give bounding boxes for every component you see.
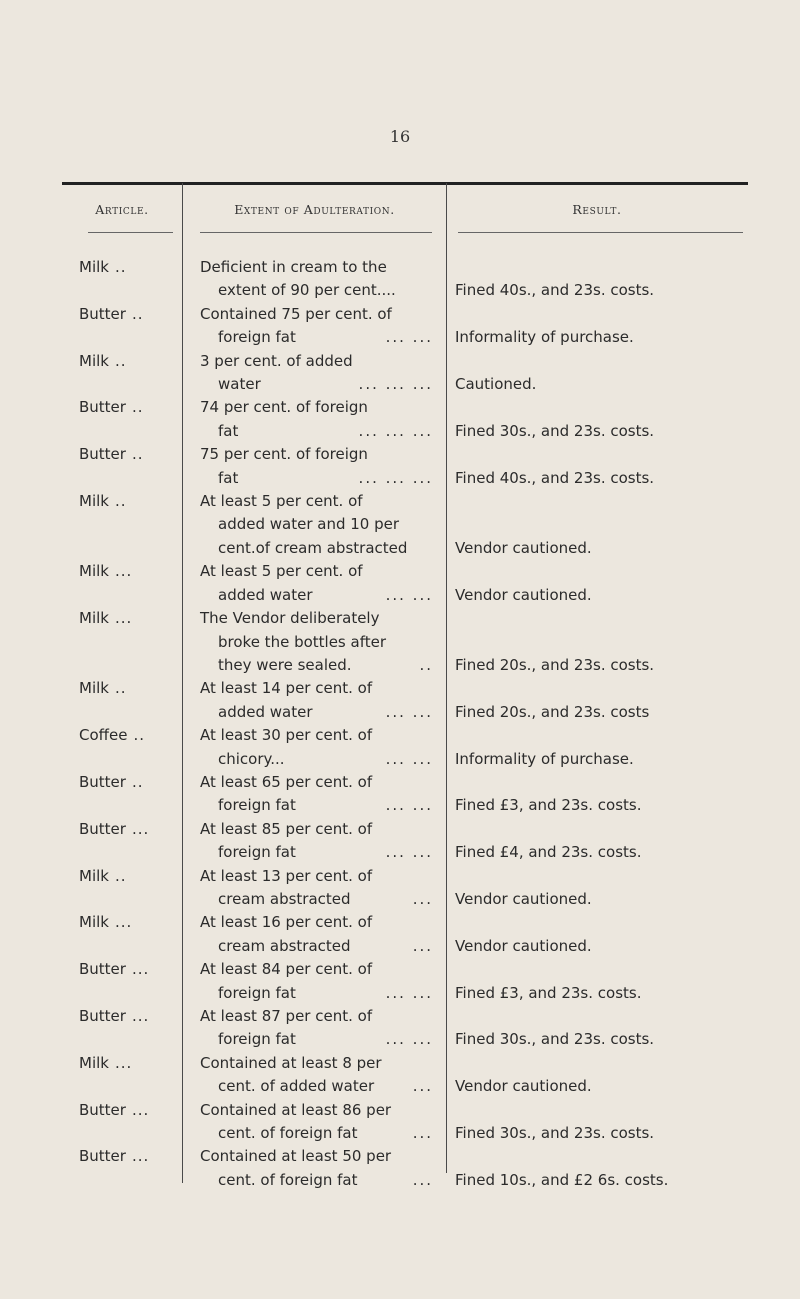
result-cell: Vendor cautioned. [455,889,592,908]
article-cell [79,724,182,747]
article-name: Butter [79,1100,126,1119]
adulteration-table-body [0,256,800,1192]
extent-text: cent. of added water [218,1077,375,1096]
result-cell: Fined 40s., and 23s. costs. [455,468,655,487]
result-cell: Fined 30s., and 23s. costs. [455,1124,655,1143]
extent-leader-dots: ... ... [385,328,433,347]
extent-text: foreign fat [218,1030,296,1049]
header-underline-extent [200,232,432,233]
extent-leader-dots: ... ... ... [358,421,433,440]
extent-line: Deficient in cream to the [200,258,387,276]
extent-text: cent. of foreign fat [218,1124,358,1143]
extent-line [200,279,433,302]
article-name: Butter [79,445,126,464]
result-cell: Fined £3, and 23s. costs. [455,796,642,815]
result-cell: Fined 20s., and 23s. costs [455,702,650,721]
table-row [0,396,800,443]
extent-cell [200,1052,433,1099]
extent-line [200,794,433,817]
extent-text: cent. of foreign fat [218,1170,358,1189]
extent-text: water [218,375,261,394]
extent-line: broke the bottles after [218,632,386,651]
article-leader-dots: .. [114,492,127,511]
result-cell: Informality of purchase. [455,328,634,347]
table-row [0,443,800,490]
extent-line: 75 per cent. of foreign [200,445,368,464]
extent-line: At least 16 per cent. of [200,913,373,932]
table-row [0,958,800,1005]
extent-cell [200,677,433,724]
extent-leader-dots: ... ... [385,983,433,1002]
extent-cell [200,771,433,818]
result-cell: Vendor cautioned. [455,1077,592,1096]
extent-line: Contained at least 8 per [200,1053,382,1072]
article-cell [79,396,182,419]
article-cell [79,677,182,700]
result-cell: Vendor cautioned. [455,585,592,604]
article-cell [79,818,182,841]
article-name: Milk [79,866,109,885]
extent-leader-dots: ... ... [385,843,433,862]
extent-text: added water [218,702,313,721]
article-leader-dots: ... [131,1100,150,1119]
result-cell: Fined £4, and 23s. costs. [455,843,642,862]
article-cell [79,1052,182,1075]
extent-leader-dots: .. [419,655,433,674]
article-leader-dots: ... [131,960,150,979]
extent-line [200,1169,433,1192]
extent-leader-dots: ... [412,936,433,955]
article-leader-dots: .. [131,445,144,464]
article-cell [79,303,182,326]
extent-line [200,701,433,724]
extent-line: At least 5 per cent. of [200,562,363,581]
extent-line: At least 65 per cent. of [200,772,373,791]
extent-line: At least 5 per cent. of [200,492,363,511]
extent-cell [200,607,433,677]
table-row [0,911,800,958]
table-row [0,1052,800,1099]
article-leader-dots: .. [131,398,144,417]
article-name: Butter [79,1147,126,1166]
article-name: Milk [79,562,109,581]
extent-line [200,584,433,607]
extent-line: 3 per cent. of added [200,351,353,370]
extent-text: chicory... [218,749,285,768]
article-name: Butter [79,398,126,417]
extent-cell [200,1099,433,1146]
article-leader-dots: ... [131,1147,150,1166]
extent-cell [200,818,433,865]
extent-line [200,748,433,771]
article-name: Butter [79,1007,126,1025]
article-name: Milk [79,258,109,276]
extent-cell [200,560,433,607]
extent-cell [200,865,433,912]
extent-line: The Vendor deliberately [200,609,380,628]
extent-line: Contained at least 50 per [200,1147,392,1166]
article-name: Butter [79,772,126,791]
table-row [0,1145,800,1192]
article-cell [79,1099,182,1122]
extent-leader-dots: ... ... ... [358,468,433,487]
article-name: Butter [79,819,126,838]
extent-text: foreign fat [218,843,296,862]
extent-leader-dots: ... ... [385,1030,433,1049]
result-cell: Fined 10s., and £2 6s. costs. [455,1170,669,1189]
result-cell: Vendor cautioned. [455,538,592,557]
table-row [0,677,800,724]
extent-text: foreign fat [218,328,296,347]
extent-line: At least 30 per cent. of [200,726,373,745]
extent-line: 74 per cent. of foreign [200,398,368,417]
extent-text: foreign fat [218,796,296,815]
article-leader-dots: ... [131,1007,150,1025]
extent-text: added water [218,585,313,604]
article-leader-dots: ... [114,609,133,628]
article-leader-dots: ... [114,1053,133,1072]
header-underline-article [88,232,173,233]
extent-line [200,467,433,490]
extent-text: cream abstracted [218,889,351,908]
header-result: Result. [572,202,622,217]
result-cell: Fined 30s., and 23s. costs. [455,421,655,440]
extent-leader-dots: ... ... [385,796,433,815]
article-leader-dots: ... [131,819,150,838]
extent-leader-dots: ... [412,1124,433,1143]
table-row [0,818,800,865]
article-leader-dots: .. [133,726,145,745]
extent-text: extent of 90 per cent.... [218,281,396,300]
extent-line [200,935,433,958]
article-cell [79,865,182,888]
extent-cell [200,350,433,397]
article-cell [79,1005,182,1028]
article-name: Milk [79,492,109,511]
extent-line [200,654,433,677]
article-leader-dots: ... [114,913,133,932]
extent-leader-dots: ... ... [385,585,433,604]
header-extent: Extent of Adulteration. [234,202,395,217]
extent-line: Contained at least 86 per [200,1100,392,1119]
result-cell: Fined 20s., and 23s. costs. [455,655,655,674]
extent-line: At least 13 per cent. of [200,866,373,885]
article-name: Milk [79,679,109,698]
extent-line [200,841,433,864]
extent-cell [200,256,433,303]
extent-leader-dots: ... ... [385,702,433,721]
result-cell: Fined 30s., and 23s. costs. [455,1030,655,1049]
extent-leader-dots: ... [412,1170,433,1189]
article-cell [79,443,182,466]
extent-line: added water and 10 per [218,515,400,534]
article-name: Milk [79,351,109,370]
table-row [0,560,800,607]
article-name: Milk [79,913,109,932]
extent-cell [200,396,433,443]
extent-cell [200,303,433,350]
header-underline-result [458,232,743,233]
extent-text: foreign fat [218,983,296,1002]
article-name: Butter [79,960,126,979]
article-leader-dots: ... [114,562,133,581]
table-row [0,303,800,350]
article-name: Butter [79,304,126,323]
article-cell [79,958,182,981]
table-top-rule [62,182,748,185]
page-number: 16 [389,127,411,146]
extent-line: Contained 75 per cent. of [200,304,392,323]
extent-cell [200,911,433,958]
extent-leader-dots: ... [412,889,433,908]
article-cell [79,560,182,583]
article-cell [79,350,182,373]
article-leader-dots: .. [114,351,127,370]
extent-line [200,1122,433,1145]
extent-cell [200,1005,433,1052]
table-row [0,1005,800,1052]
table-row [0,490,800,560]
result-cell: Fined £3, and 23s. costs. [455,983,642,1002]
extent-line [200,888,433,911]
result-cell: Fined 40s., and 23s. costs. [455,281,655,300]
table-row [0,865,800,912]
table-row [0,350,800,397]
header-article: Article. [95,202,149,217]
table-row [0,1099,800,1146]
extent-text: they were sealed. [218,655,352,674]
extent-line: At least 14 per cent. of [200,679,373,698]
extent-cell [200,1145,433,1192]
result-cell: Vendor cautioned. [455,936,592,955]
article-cell [79,911,182,934]
article-leader-dots: .. [114,258,127,276]
article-name: Milk [79,1053,109,1072]
article-cell [79,1145,182,1168]
extent-text: fat [218,468,239,487]
article-cell [79,490,182,513]
article-leader-dots: .. [131,304,144,323]
article-cell [79,256,182,279]
extent-leader-dots: ... ... [385,749,433,768]
extent-line: At least 87 per cent. of [200,1007,373,1025]
article-name: Coffee [79,726,128,745]
extent-line [200,373,433,396]
article-cell [79,607,182,630]
extent-leader-dots: ... ... ... [358,375,433,394]
extent-line [200,982,433,1005]
extent-leader-dots: ... [412,1077,433,1096]
result-cell: Informality of purchase. [455,749,634,768]
extent-text: cent.of cream abstracted [218,538,408,557]
article-leader-dots: .. [114,866,127,885]
extent-line: At least 85 per cent. of [200,819,373,838]
extent-line: At least 84 per cent. of [200,960,373,979]
extent-text: cream abstracted [218,936,351,955]
extent-line [200,537,433,560]
extent-line [200,1075,433,1098]
table-row [0,256,800,303]
table-row [0,724,800,771]
article-name: Milk [79,609,109,628]
result-cell: Cautioned. [455,375,537,394]
extent-line [200,1028,433,1051]
extent-cell [200,724,433,771]
article-leader-dots: .. [114,679,127,698]
extent-text: fat [218,421,239,440]
article-leader-dots: .. [131,772,144,791]
article-cell [79,771,182,794]
table-row [0,771,800,818]
extent-cell [200,490,433,560]
table-row [0,607,800,677]
extent-line [200,326,433,349]
extent-cell [200,958,433,1005]
extent-line [200,420,433,443]
extent-cell [200,443,433,490]
